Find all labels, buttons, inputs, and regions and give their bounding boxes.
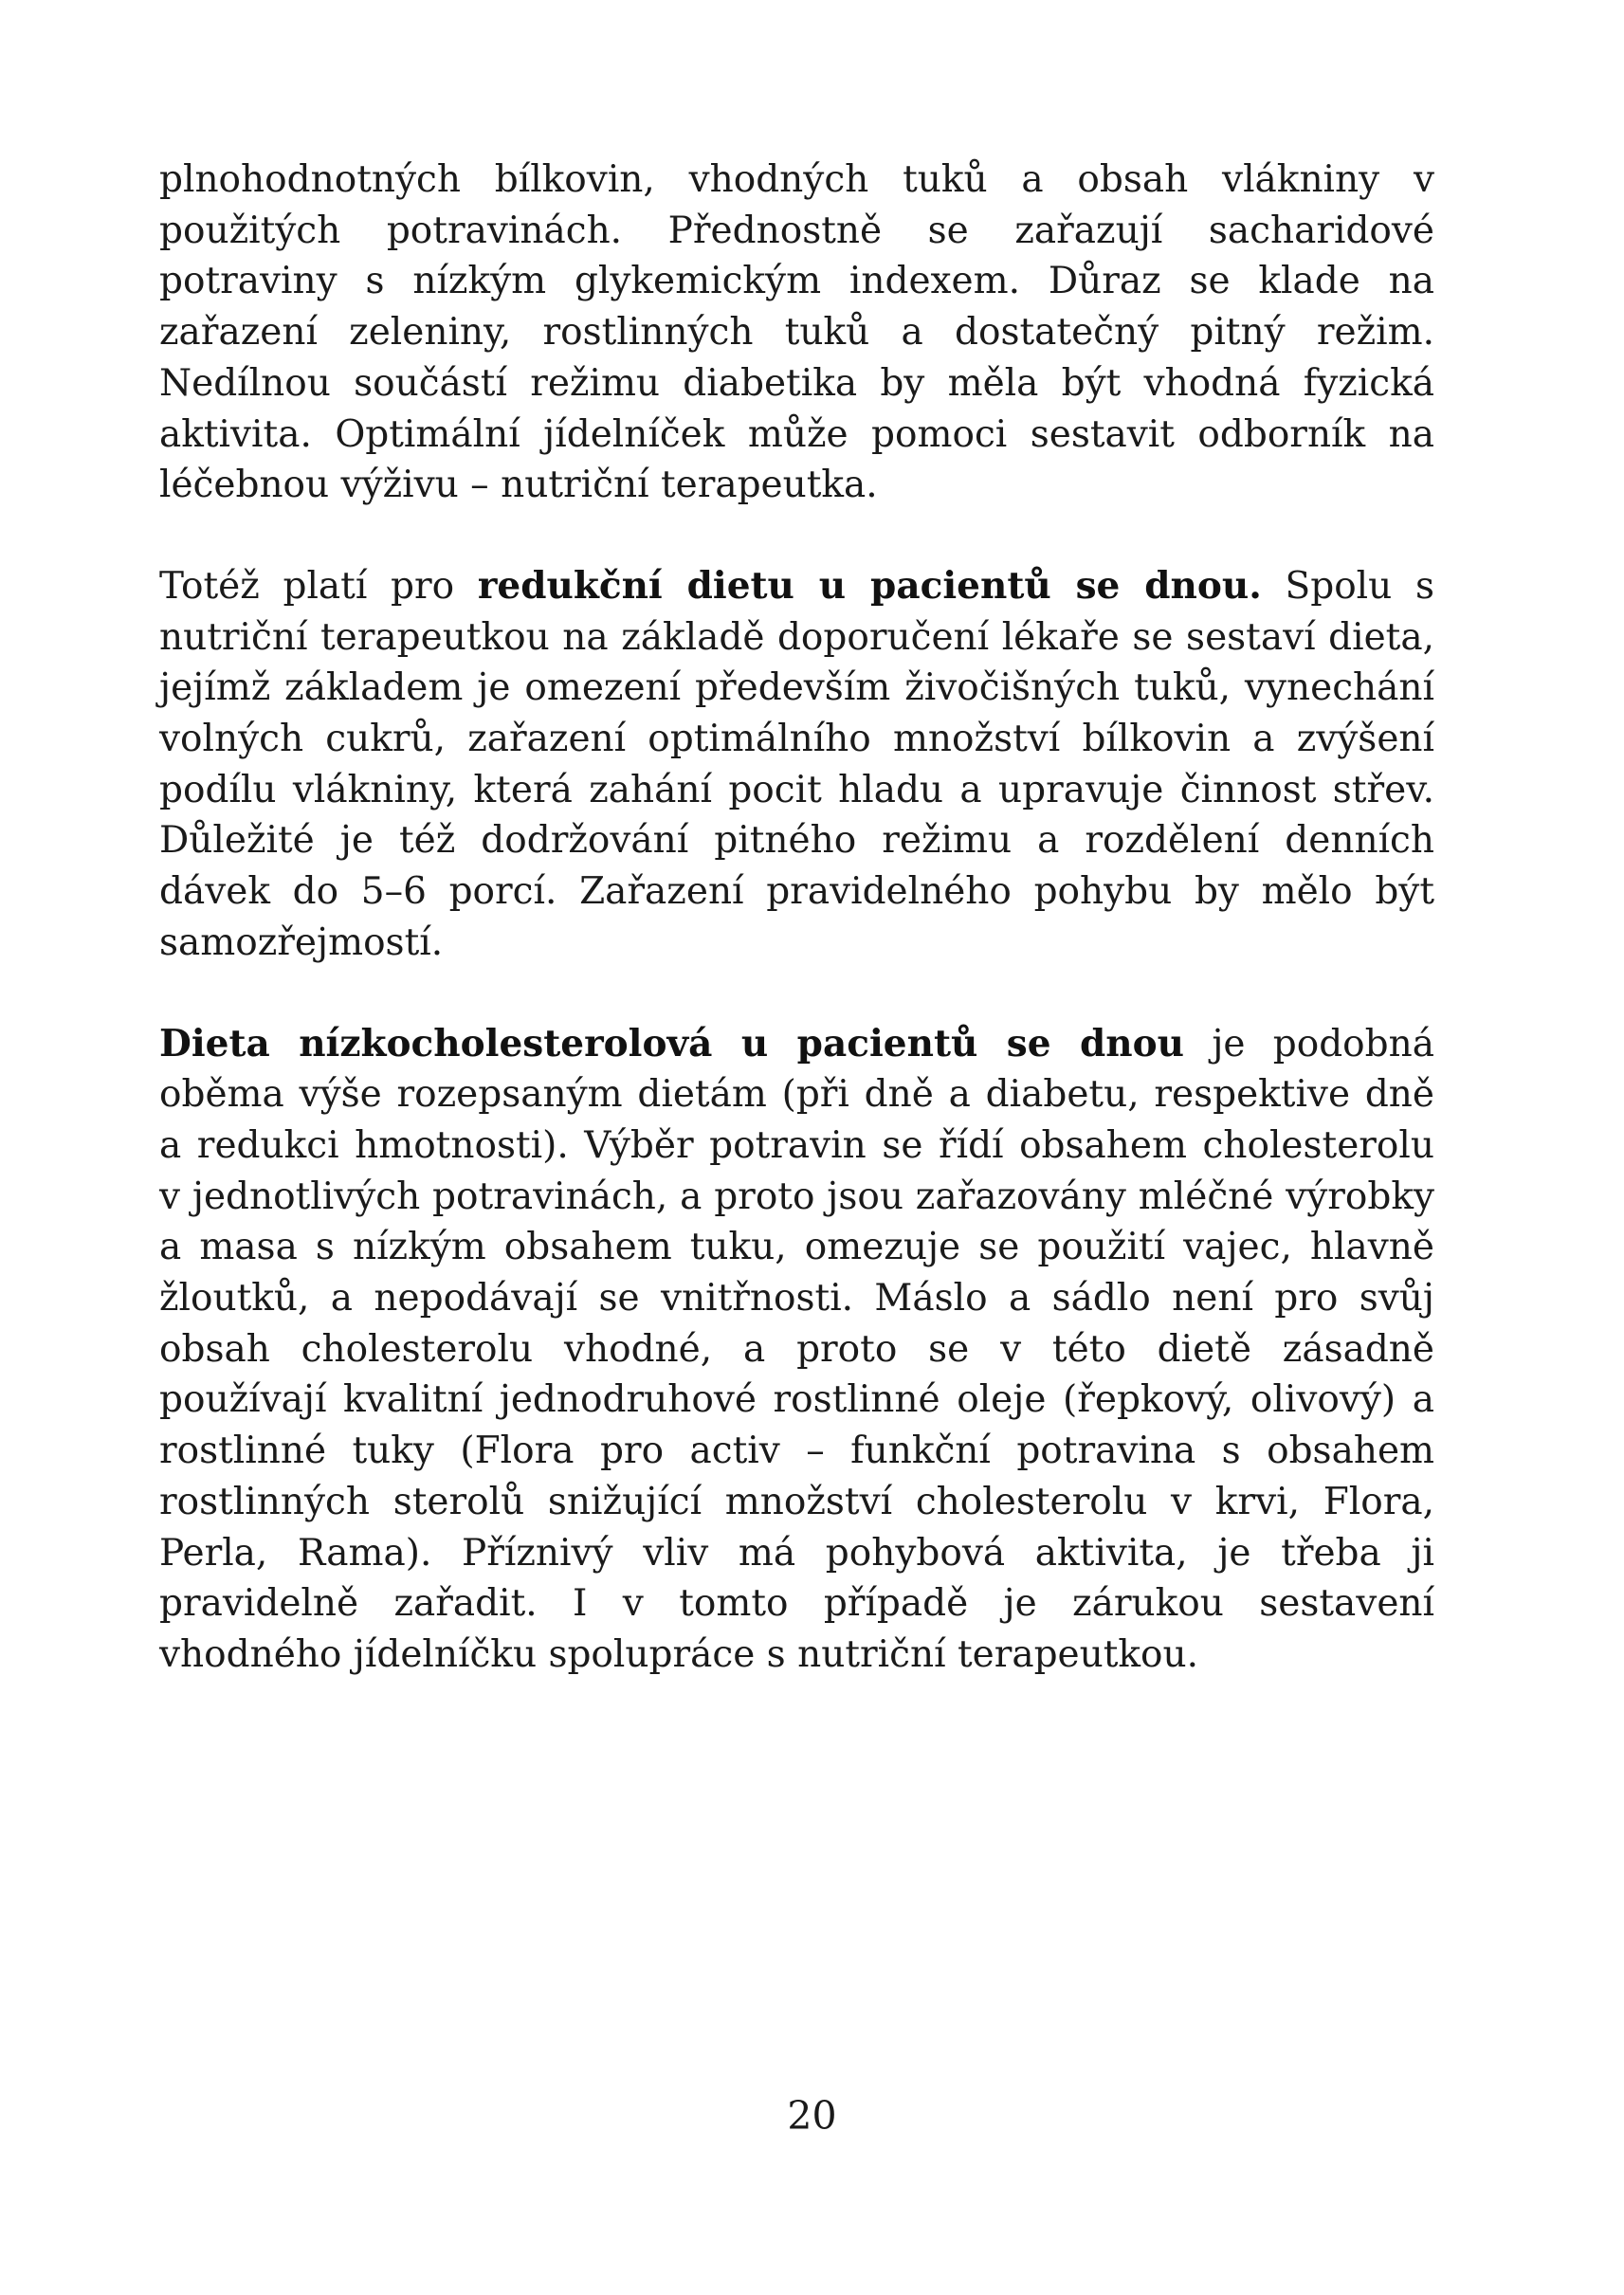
paragraph-bold-term: Dieta nízkocholesterolová u pacientů se dnou [159, 1021, 1185, 1066]
paragraph-low-cholesterol-diet [159, 1019, 1434, 1681]
paragraph-text: je podobná oběma výše rozepsaným dietám (při dně a diabetu, respektive dně a redukci hmotnosti). Výběr potravin se řídí obsahem cholesterolu v jednotlivých potravinách, a proto jsou zařazovány mléčné výrobky a masa s nízkým obsahem tuku, omezuje se použití vajec, hlavně žloutků, a nepodávají se vnitřnosti. Máslo a sádlo není pro svůj obsah cholesterolu vhodné, a proto se v této dietě zásadně používají kvalitní jednodruhové rostlinné oleje (řepkový, olivový) a rostlinné tuky (Flora pro activ – funkční potravina s obsahem rostlinných sterolů snižující množství cholesterolu v krvi, Flora, Perla, Rama). Příznivý vliv má pohybová aktivita, je třeba ji pravidelně zařadit. I v tomto případě je zárukou sestavení vhodného jídelníčku spolupráce s nutriční terapeutkou. [159, 1022, 1434, 1676]
paragraph-text: plnohodnotných bílkovin, vhodných tuků a obsah vlákniny v použitých potravinách. Přednostně se zařazují sacharidové potraviny s nízkým glykemickým indexem. Důraz se klade na zařazení zeleniny, rostlinných tuků a dostatečný pitný režim. Nedílnou součástí režimu diabetika by měla být vhodná fyzická aktivita. Optimální jídelníček může pomoci sestavit odborník na léčebnou výživu – nutriční terapeutka. [159, 158, 1434, 507]
paragraph-lead-text: Totéž platí pro [159, 564, 478, 608]
paragraph-text: Spolu s nutriční terapeutkou na základě doporučení lékaře se sestaví dieta, jejímž základem je omezení především živočišných tuků, vynechání volných cukrů, zařazení optimálního množství bílkovin a zvýšení podílu vlákniny, která zahání pocit hladu a upravuje činnost střev. Důležité je též dodržování pitného režimu a rozdělení denních dávek do 5–6 porcí. Zařazení pravidelného pohybu by mělo být samozřejmostí. [159, 564, 1434, 964]
page-number: 20 [787, 2093, 837, 2139]
body-text [159, 155, 1434, 1731]
paragraph-diabetes-diet [159, 155, 1434, 511]
paragraph-bold-term: redukční dietu u pacientů se dnou. [477, 563, 1262, 608]
paragraph-reduction-diet [159, 561, 1434, 969]
